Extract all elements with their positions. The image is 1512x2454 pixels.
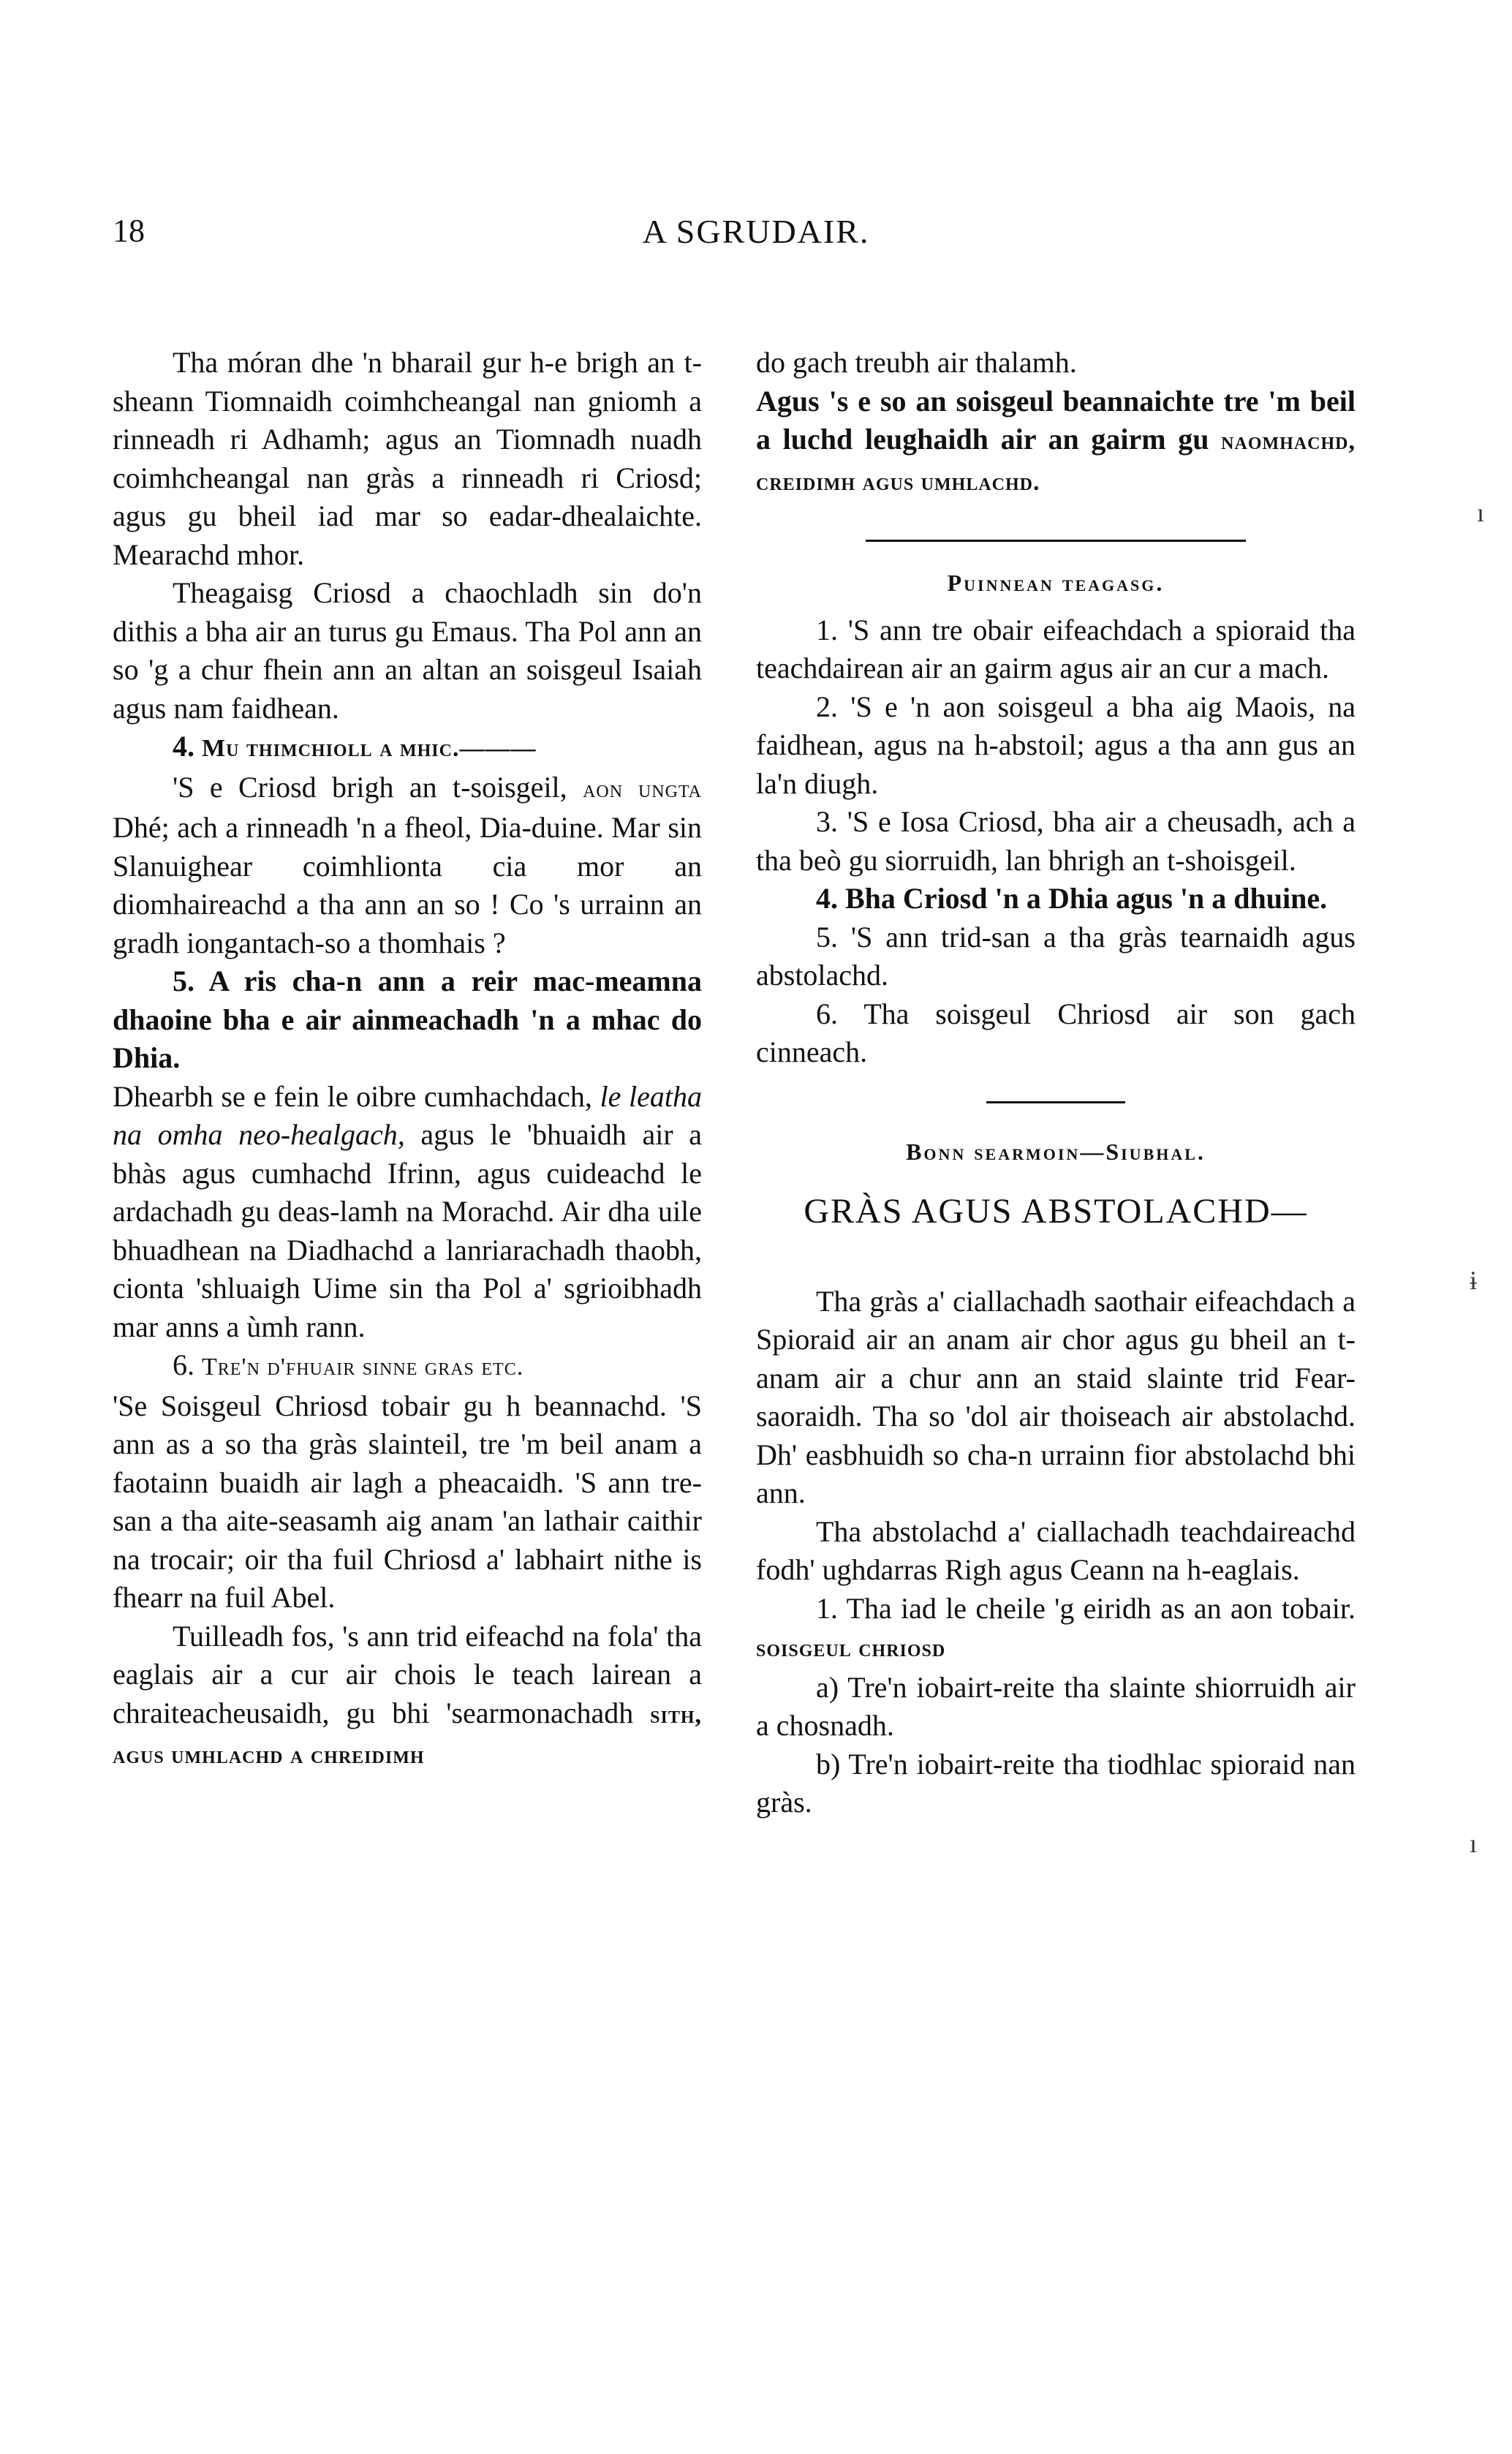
divider [866,540,1246,542]
paragraph-text: 'S e Criosd brigh an t-soisgeil, [173,770,567,804]
paragraph [113,769,702,963]
paragraph: Tha abstolachd a' ciallachadh teachdaireachd fodh' ughdarras Righ agus Ceann na h-eaglais. [756,1514,1356,1586]
paragraph: 'Se Soisgeul Chriosd tobair gu h beannachd. 'S ann as a so tha gràs slainteil, tre 'm beil anam a faotainn buaidh air lagh a pheacaidh. 'S ann tre-san a tha aite-seasamh aig anam 'an lathair caithir na trocair; oir tha fuil Chriosd a' labhairt nithe is fhearr na fuil Abel. [113,1389,702,1614]
paragraph: a) Tre'n iobairt-reite tha slainte shiorruidh air a chosnadh. [756,1670,1356,1742]
paragraph-text: Dhé; ach a rinneadh 'n a fheol, Dia-duine. Mar sin Slanuighear coimhlionta cia mor an diomhaireachd a tha ann an so ! Co 's urrainn an gradh iongantach-so a thomhais ? [113,811,702,959]
paragraph: Tha móran dhe 'n bharail gur h-e brigh an t-sheann Tiomnaidh coimhcheangal nan gniomh a rinneadh ri Adhamh; agus an Tiomnadh nuadh coimhcheangal nan gràs a rinneadh ri Criosd; agus gu bheil iad mar so eadar-dhealaichte. Mearachd mhor. [113,346,702,571]
small-caps-text: sith, agus umhlachd a chreidimh [113,1701,703,1769]
page-number: 18 [113,213,145,249]
paragraph: do gach treubh air thalamh. [756,346,1077,379]
section-number: 4. [173,730,194,763]
italic-text: le leatha na omha neo-healgach, [113,1079,702,1151]
paragraph: 5. A ris cha-n ann a reir mac-meamna dhaoine bha e air ainmeachadh 'n a mhac do Dhia. [113,964,702,1074]
paragraph-text: 1. Tha iad le cheile 'g eiridh as an aon tobair. [816,1591,1356,1625]
section-heading [113,1346,702,1387]
paragraph-text: Tuilleadh fos, 's ann trid eifeachd na fola' tha eaglais air a cur air chois le teach lairean a chraiteacheusaidh, gu bhi 'searmonachadh [113,1619,702,1729]
left-column [113,344,702,1775]
paragraph [113,1617,702,1775]
list-item: 2. 'S e 'n aon soisgeul a bha aig Maois, na faidhean, agus na h-abstoil; agus a tha ann gus an la'n diugh. [756,690,1356,800]
right-column [756,344,1356,1822]
paragraph [113,1078,702,1347]
list-item: 5. 'S ann trid-san a tha gràs tearnaidh agus abstolachd. [756,920,1356,992]
list-item: 4. Bha Criosd 'n a Dhia agus 'n a dhuine. [816,882,1328,915]
paragraph [756,1590,1356,1669]
paragraph-text: Agus 's e so an soisgeul beannaichte tre 'm beil a luchd leughaidh air an gairm gu [756,384,1356,456]
small-caps-text: naomhachd, creidimh agus umhlachd. [756,428,1356,496]
subheading: Bonn searmoin—Siubhal. [906,1138,1206,1165]
margin-mark: ɨ [1470,1266,1478,1295]
section-heading [113,728,702,769]
small-caps-text: soisgeul chriosd [756,1635,946,1662]
margin-mark: ı [1470,1829,1478,1858]
paragraph: b) Tre'n iobairt-reite tha tiodhlac spioraid nan gràs. [756,1747,1356,1819]
paragraph-text: agus le 'bhuaidh air a bhàs agus cumhachd Ifrinn, agus cuideachd le ardachadh gu deas-lamh na Morachd. Air dha uile bhuadhean na Diadhachd a lanriarachadh thaobh, cionta 'shluaigh Uime sin tha Pol a' sgrioibhadh mar anns a ùmh rann. [113,1118,703,1343]
list-item: 1. 'S ann tre obair eifeachdach a spioraid tha teachdairean air an gairm agus air an cur a mach. [756,613,1356,684]
section-heading-text: Mu thimchioll a mhic.——— [202,735,537,762]
small-caps-text: aon ungta [583,775,703,803]
paragraph: Tha gràs a' ciallachadh saothair eifeachdach a Spioraid air an anam air chor agus gu bheil an t-anam air a chur ann an staid slainte trid Fear-saoraidh. Tha so 'dol air thoiseach air abstolachd. Dh' easbhuidh so cha-n urrainn fior abstolachd bhi ann. [756,1284,1356,1509]
section-title: GRÀS AGUS ABSTOLACHD— [804,1192,1308,1231]
paragraph: Theagaisg Criosd a chaochladh sin do'n dithis a bha air an turus gu Emaus. Tha Pol ann an so 'g a chur fhein ann an altan an soisgeul Isaiah agus nam faidhean. [113,576,702,725]
paragraph-text: Dhearbh se e fein le oibre cumhachdach, [113,1079,592,1113]
list-item: 3. 'S e Iosa Criosd, bha air a cheusadh, ach a tha beò gu siorruidh, lan bhrigh an t-shoisgeil. [756,805,1356,877]
paragraph [756,382,1356,502]
subheading: Puinnean teagasg. [947,570,1165,596]
section-heading-text: Tre'n d'fhuair sinne gras etc. [202,1354,524,1381]
list-item: 6. Tha soisgeul Chriosd air son gach cinneach. [756,997,1356,1068]
section-number: 6. [173,1348,194,1381]
divider [986,1101,1125,1103]
running-title: A SGRUDAIR. [642,213,870,250]
margin-mark: ı [1477,498,1485,527]
